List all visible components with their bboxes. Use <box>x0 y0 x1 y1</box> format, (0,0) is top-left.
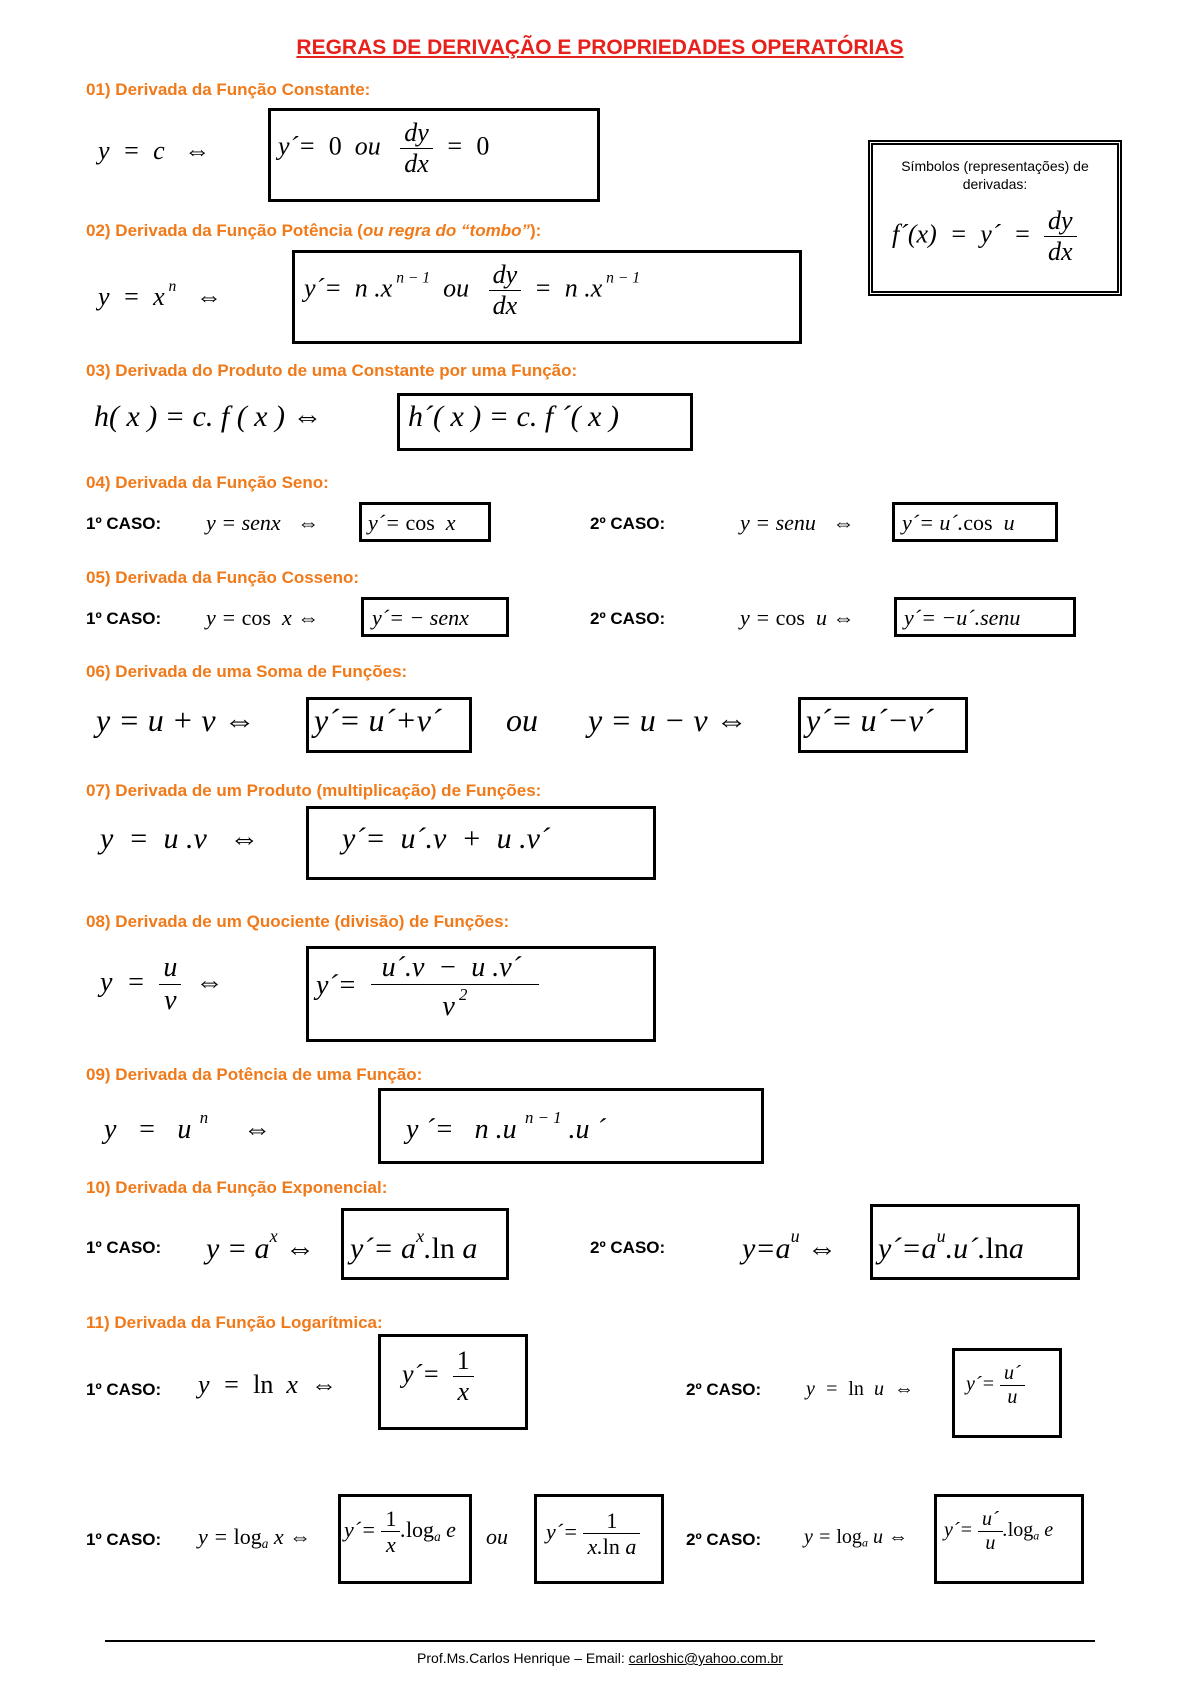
formula-11d-result: y´= $\frac{1}{\text{x.ln a}}$ <box>546 1508 640 1560</box>
section-01-heading: 01) Derivada da Função Constante: <box>86 80 371 99</box>
formula-05b-left: y = cos u ⇔ <box>740 605 855 630</box>
formula-07-left: y = u .v ⇔ <box>100 822 260 855</box>
section-11-caso2: 2º CASO: <box>686 1380 762 1399</box>
formula-10b-result: $y´=a^u.u´.\ln a$ <box>878 1226 1024 1266</box>
formula-11e-left: $y = \log_a u$ ⇔ <box>804 1526 908 1550</box>
section-09-heading: 09) Derivada da Potência de uma Função: <box>86 1065 423 1084</box>
symbols-formula: f´(x) = y´ = $\frac{dy}{dx}$ <box>892 206 1077 267</box>
formula-09-left: y = u $^n$ ⇔ <box>104 1108 272 1146</box>
formula-01-left: y = c ⇔ <box>98 136 211 165</box>
formula-11b-result: y´= $\frac{u´}{u}$ <box>966 1362 1025 1409</box>
formula-09-result: y ´= n .u $^{n - 1}$ .u ´ <box>406 1108 606 1146</box>
section-11-heading: 11) Derivada da Função Logarítmica: <box>86 1313 383 1332</box>
section-11-caso1-log: 1º CASO: <box>86 1530 162 1549</box>
formula-08-result: y´= $\frac{u´.v - u .v´}{v ^2}$ <box>316 952 539 1023</box>
formula-01-result: y´= 0 ou $\frac{dy}{dx}$ = 0 <box>278 118 490 178</box>
formula-11c-ou: ou <box>486 1524 508 1549</box>
section-11-caso2-log: 2º CASO: <box>686 1530 762 1549</box>
formula-04b-left: y = senu ⇔ <box>740 510 855 535</box>
footer <box>0 1650 1200 1666</box>
formula-06a-left: y = u + v ⇔ <box>96 702 256 738</box>
formula-06b-left: y = u − v ⇔ <box>588 702 748 738</box>
section-11-caso1: 1º CASO: <box>86 1380 162 1399</box>
formula-11a-result: y´= $\frac{1}{x}$ <box>402 1346 474 1407</box>
formula-11b-left: y = ln u ⇔ <box>806 1378 914 1400</box>
formula-11c-result: y´= $\frac{1}{x}$ $.\log_a$ e <box>344 1506 456 1558</box>
formula-06a-result: y´= u´+v´ <box>314 702 442 738</box>
formula-04b-result: y´= u´.cos u <box>902 510 1015 535</box>
formula-06b-result: y´= u´−v´ <box>806 702 934 738</box>
formula-02-result: y´= n .x $^{n - 1}$ ou $\frac{dy}{dx}$ = n .x $^{n - 1}$ <box>304 260 641 320</box>
section-04-heading: 04) Derivada da Função Seno: <box>86 473 329 492</box>
section-04-caso2: 2º CASO: <box>590 514 666 533</box>
formula-03-left: h( x ) = c. f ( x ) ⇔ <box>94 400 323 433</box>
formula-03-result: h´( x ) = c. f ´( x ) <box>408 400 619 433</box>
formula-06-ou: ou <box>506 702 538 738</box>
section-02-heading: 02) Derivada da Função Potência (ou regra do “tombo”): <box>86 221 542 240</box>
formula-11c-left: $y = \log_a x$ ⇔ <box>198 1524 312 1551</box>
section-06-heading: 06) Derivada de uma Soma de Funções: <box>86 662 408 681</box>
formula-05b-result: y´= −u´.senu <box>904 605 1021 630</box>
formula-10a-result: y´= $a^x.\ln$ a <box>350 1226 478 1266</box>
page-title: REGRAS DE DERIVAÇÃO E PROPRIEDADES OPERATÓRIAS <box>296 36 904 59</box>
section-10-caso1: 1º CASO: <box>86 1238 162 1257</box>
formula-04a-left: y = senx ⇔ <box>206 510 320 535</box>
formula-08-left: y = $\frac{u}{v}$ ⇔ <box>100 952 224 1017</box>
footer-author: Prof.Ms.Carlos Henrique – Email: <box>417 1650 629 1666</box>
formula-11a-left: y = ln x ⇔ <box>198 1370 337 1399</box>
formula-02-left: y = x $^n$ ⇔ <box>98 278 222 312</box>
formula-04a-result: y´= cos x <box>368 510 456 535</box>
symbols-label: Símbolos (representações) de derivadas: <box>901 158 1089 192</box>
footer-email-link[interactable]: carloshic@yahoo.com.br <box>628 1650 783 1666</box>
formula-11e-result: y´= $\frac{u´}{u}$ $.\log_a$ e <box>944 1508 1054 1554</box>
section-05-caso1: 1º CASO: <box>86 609 162 628</box>
section-03-heading: 03) Derivada do Produto de uma Constante por uma Função: <box>86 361 578 380</box>
section-10-heading: 10) Derivada da Função Exponencial: <box>86 1178 388 1197</box>
section-10-caso2: 2º CASO: <box>590 1238 666 1257</box>
section-05-heading: 05) Derivada da Função Cosseno: <box>86 568 360 587</box>
formula-05a-left: y = cos x ⇔ <box>206 605 320 630</box>
footer-divider <box>105 1640 1095 1642</box>
section-04-caso1: 1º CASO: <box>86 514 162 533</box>
section-07-heading: 07) Derivada de um Produto (multiplicação) de Funções: <box>86 781 542 800</box>
formula-10a-left: $y = a^x$ ⇔ <box>206 1226 316 1266</box>
formula-07-result: y´= u´.v + u .v´ <box>342 822 550 855</box>
section-05-caso2: 2º CASO: <box>590 609 666 628</box>
formula-05a-result: y´= − senx <box>372 605 469 630</box>
formula-10b-left: $y=a^u$ ⇔ <box>742 1226 838 1266</box>
section-08-heading: 08) Derivada de um Quociente (divisão) de Funções: <box>86 912 510 931</box>
